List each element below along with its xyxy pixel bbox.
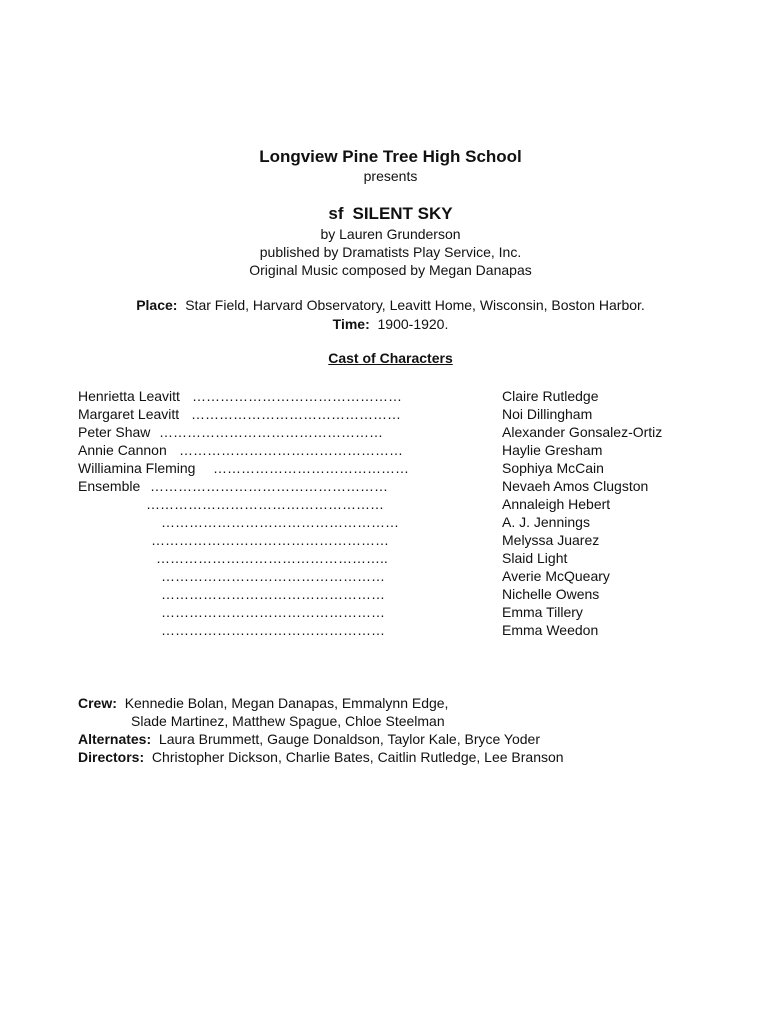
cast-heading: Cast of Characters: [328, 350, 453, 366]
cast-role: Henrietta Leavitt: [78, 388, 180, 404]
cast-actor: Emma Weedon: [502, 622, 599, 638]
time-line: [0, 316, 781, 332]
alternates-names: Laura Brummett, Gauge Donaldson, Taylor Kale, Bryce Yoder: [158, 731, 540, 747]
cast-actor: Melyssa Juarez: [502, 532, 600, 548]
cast-leader-dots: ……………………………………………: [150, 478, 388, 494]
time-text: 1900-1920.: [377, 316, 449, 332]
cast-leader-dots: ……………………………………………: [146, 496, 384, 512]
title-prefix: sf: [328, 204, 344, 223]
publisher-line: published by Dramatists Play Service, Inc.: [259, 244, 522, 260]
cast-role: Ensemble: [78, 478, 141, 494]
cast-role: Williamina Fleming: [78, 460, 196, 476]
cast-actor: Haylie Gresham: [502, 442, 603, 458]
presents-line: presents: [363, 168, 418, 184]
place-text: Star Field, Harvard Observatory, Leavitt Home, Wisconsin, Boston Harbor.: [185, 297, 645, 313]
cast-leader-dots: …………………………………………: [161, 604, 385, 620]
title-text: SILENT SKY: [352, 204, 453, 223]
crew-line: [78, 694, 448, 712]
directors-names: Christopher Dickson, Charlie Bates, Caitlin Rutledge, Lee Branson: [151, 749, 564, 765]
time-label: Time:: [332, 316, 370, 332]
cast-actor: Nichelle Owens: [502, 586, 600, 602]
alternates-label: Alternates:: [78, 731, 152, 747]
cast-role: Peter Shaw: [78, 424, 151, 440]
cast-leader-dots: ………………………………………: [192, 388, 402, 404]
cast-leader-dots: ……………………………………………: [151, 532, 389, 548]
cast-leader-dots: …………………………………………..: [156, 550, 388, 566]
place-label: Place:: [136, 297, 178, 313]
school-name: Longview Pine Tree High School: [259, 147, 522, 166]
cast-leader-dots: ……………………………………: [213, 460, 409, 476]
crew-label: Crew:: [78, 695, 117, 711]
directors-label: Directors:: [78, 749, 145, 765]
cast-actor: Slaid Light: [502, 550, 568, 566]
cast-role: Annie Cannon: [78, 442, 167, 458]
cast-actor: Averie McQueary: [502, 568, 610, 584]
cast-actor: Claire Rutledge: [502, 388, 599, 404]
cast-actor: Alexander Gonsalez-Ortiz: [502, 424, 663, 440]
cast-leader-dots: ………………………………………: [191, 406, 401, 422]
cast-leader-dots: …………………………………………: [161, 622, 385, 638]
crew-names-2: Slade Martinez, Matthew Spague, Chloe Steelman: [131, 713, 445, 729]
cast-actor: Annaleigh Hebert: [502, 496, 611, 512]
cast-leader-dots: …………………………………………: [161, 586, 385, 602]
crew-line-2: [131, 712, 445, 730]
cast-role: Margaret Leavitt: [78, 406, 180, 422]
author-line: by Lauren Grunderson: [320, 226, 461, 242]
alternates-line: [78, 730, 540, 748]
music-line: Original Music composed by Megan Danapas: [249, 262, 532, 278]
crew-names-1: Kennedie Bolan, Megan Danapas, Emmalynn Edge,: [124, 695, 449, 711]
cast-leader-dots: …………………………………………: [159, 424, 383, 440]
place-line: [0, 297, 781, 313]
cast-leader-dots: …………………………………………: [179, 442, 403, 458]
cast-actor: A. J. Jennings: [502, 514, 590, 530]
cast-actor: Emma Tillery: [502, 604, 583, 620]
cast-leader-dots: ……………………………………………: [161, 514, 399, 530]
cast-leader-dots: …………………………………………: [161, 568, 385, 584]
cast-actor: Noi Dillingham: [502, 406, 593, 422]
play-title: [0, 204, 781, 224]
cast-actor: Sophiya McCain: [502, 460, 604, 476]
cast-actor: Nevaeh Amos Clugston: [502, 478, 649, 494]
directors-line: [78, 748, 564, 766]
